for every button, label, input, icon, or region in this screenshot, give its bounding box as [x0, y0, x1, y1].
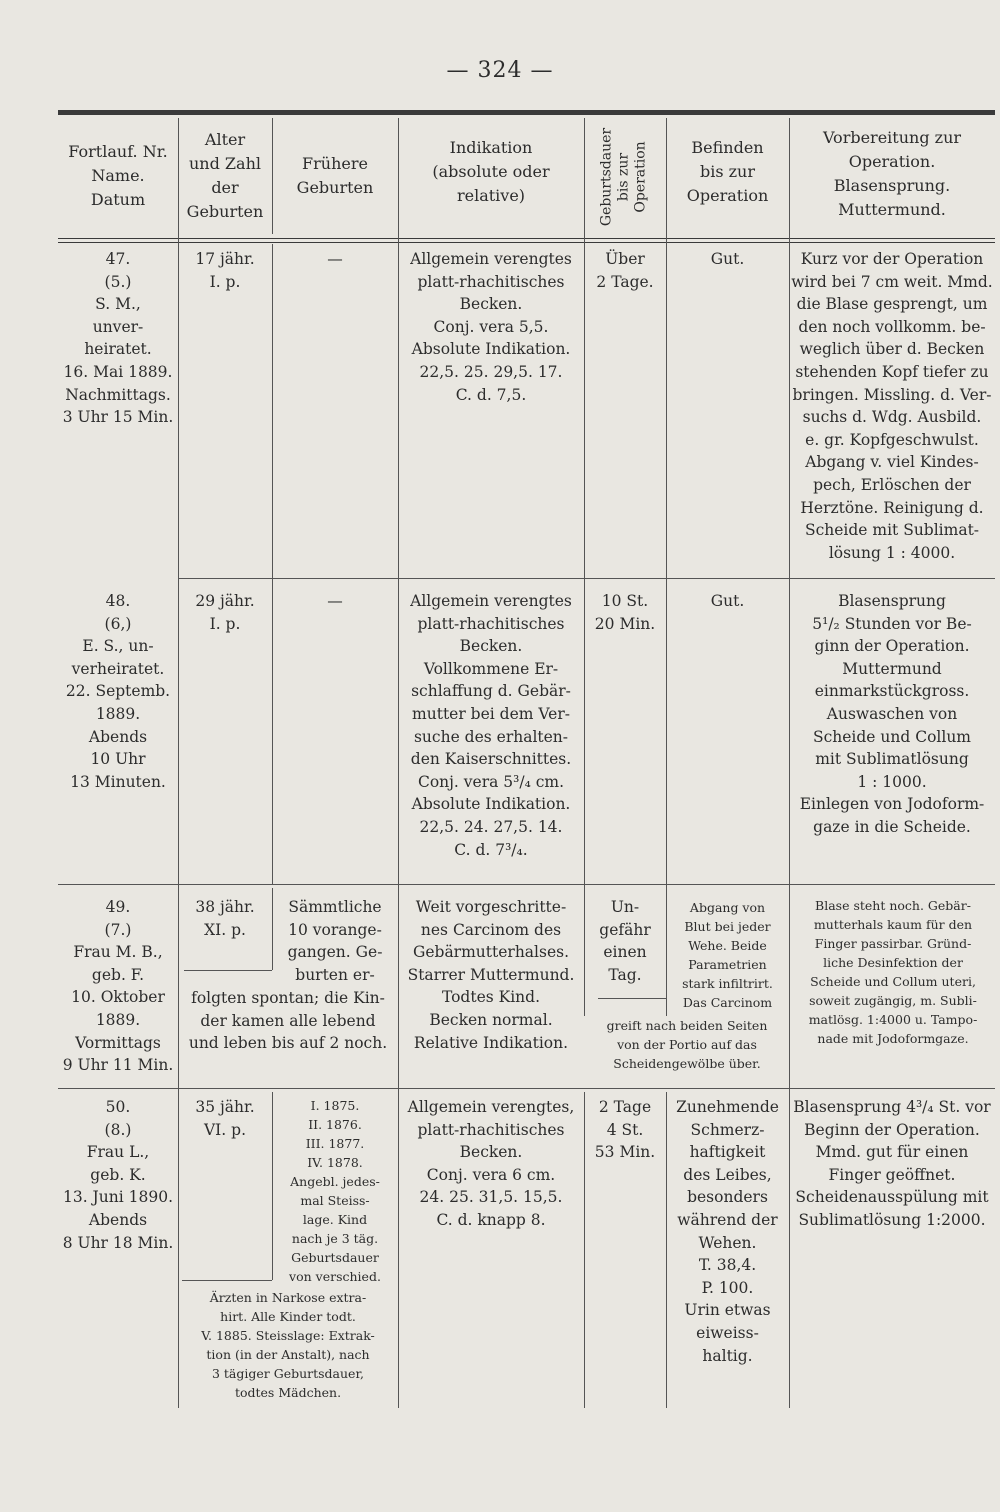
- row49-befinden-span: greift nach beiden Seiten von der Portio auf das Scheidengewölbe über.: [606, 1018, 768, 1071]
- header-fruehere-geburten: Frühere Geburten: [296, 154, 374, 197]
- row47-frueher: —: [327, 250, 343, 268]
- header-geburtsdauer-text: Geburtsdauer bis zur Operation: [598, 127, 649, 227]
- row-separator: [178, 578, 398, 579]
- row48-dauer: 10 St. 20 Min.: [594, 592, 656, 633]
- table-top-rule: [58, 110, 995, 115]
- row50-vorbereitung: Blasensprung 4³/₄ St. vor Beginn der Operation. Mmd. gut für einen Finger geöffnet. Scheidenausspülung mit Sublimatlösung 1:2000.: [793, 1098, 991, 1229]
- row50-dauer: 2 Tage 4 St. 53 Min.: [594, 1098, 656, 1162]
- cell-subrule: [184, 970, 272, 971]
- row48-nr: 48. (6,) E. S., un- verheiratet. 22. Septemb. 1889. Abends 10 Uhr 13 Minuten.: [65, 592, 171, 791]
- row47-vorbereitung: Kurz vor der Operation wird bei 7 cm weit. Mmd. die Blase gesprengt, um den noch vollkomm. be- weglich über d. Becken stehenden Kopf tiefer zu bringen. Missling. d. Ver- suchs d. Wdg. Ausbild. e. gr. Kopfgeschwulst. Abgang v. viel Kindes- pech, Erlöschen der Herztöne. Reinigung d. Scheide mit Sublimat- lösung 1 : 4000.: [791, 250, 993, 562]
- row49-dauer: Un- gefähr einen Tag.: [599, 898, 651, 984]
- row48-alter: 29 jähr. I. p.: [195, 592, 255, 633]
- row49-frueher-top: Sämmtliche 10 vorange- gangen. Ge- burten er-: [287, 898, 383, 984]
- header-bottom-rule: [58, 238, 995, 239]
- row47-nr: 47. (5.) S. M., unver- heiratet. 16. Mai 1889. Nachmittags. 3 Uhr 15 Min.: [62, 250, 174, 427]
- page-number: — 324 —: [446, 58, 554, 83]
- row-separator: [58, 1088, 995, 1089]
- row49-vorbereitung: Blase steht noch. Gebär- mutterhals kaum für den Finger passirbar. Gründ- liche Desinfektion der Scheide und Collum uteri, soweit zugängig, m. Subli- matlösg. 1:4000 u. Tampo- nade mit Jodoformgaze.: [808, 898, 978, 1046]
- column-divider: [178, 118, 179, 1408]
- header-fortlauf-nr: Fortlauf. Nr. Name. Datum: [68, 142, 168, 209]
- row-separator: [398, 578, 584, 579]
- row49-nr: 49. (7.) Frau M. B., geb. F. 10. Oktober 1889. Vormittags 9 Uhr 11 Min.: [62, 898, 174, 1075]
- column-divider: [272, 244, 273, 884]
- cell-subrule: [598, 998, 666, 999]
- cell-subrule: [182, 1280, 272, 1281]
- row49-frueher-span: folgten spontan; die Kin- der kamen alle lebend und leben bis auf 2 noch.: [188, 989, 388, 1053]
- row48-indikation: Allgemein verengtes platt-rhachitisches Becken. Vollkommene Er- schlaffung d. Gebär- mutter bei dem Ver- suche des erhalten- den Kaiserschnittes. Conj. vera 5³/₄ cm. Absolute Indikation. 22,5. 24. 27,5. 14. C. d. 7³/₄.: [410, 592, 572, 859]
- row48-frueher: —: [327, 592, 343, 610]
- row-separator: [584, 578, 995, 579]
- row48-vorbereitung: Blasensprung 5¹/₂ Stunden vor Be- ginn der Operation. Muttermund einmarkstückgross. Auswaschen von Scheide und Collum mit Sublimatlösung 1 : 1000. Einlegen von Jodoform- gaze in die Scheide.: [799, 592, 985, 836]
- row47-befinden: Gut.: [710, 250, 745, 268]
- row49-alter: 38 jähr. XI. p.: [195, 898, 255, 939]
- row47-alter: 17 jähr. I. p.: [195, 250, 255, 291]
- row47-indikation: Allgemein verengtes platt-rhachitisches Becken. Conj. vera 5,5. Absolute Indikation. 22,5. 25. 29,5. 17. C. d. 7,5.: [410, 250, 572, 404]
- header-indikation: Indikation (absolute oder relative): [432, 138, 550, 205]
- row50-indikation: Allgemein verengtes, platt-rhachitisches Becken. Conj. vera 6 cm. 24. 25. 31,5. 15,5. C. d. knapp 8.: [407, 1098, 575, 1229]
- row48-befinden: Gut.: [710, 592, 745, 610]
- row49-befinden-top: Abgang von Blut bei jeder Wehe. Beide Parametrien stark infiltrirt. Das Carcinom: [682, 900, 773, 1010]
- header-befinden: Befinden bis zur Operation: [686, 138, 769, 205]
- row50-alter: 35 jähr. VI. p.: [195, 1098, 255, 1139]
- row50-befinden: Zunehmende Schmerz- haftigkeit des Leibes, besonders während der Wehen. T. 38,4. P. 100. Urin etwas eiweiss- haltig.: [676, 1098, 779, 1365]
- row50-frueher-span: Ärzten in Narkose extra- hirt. Alle Kinder todt. V. 1885. Steisslage: Extrak- tion (in der Anstalt), nach 3 tägiger Geburtsdauer, todtes Mädchen.: [201, 1290, 375, 1400]
- row47-dauer: Über 2 Tage.: [596, 250, 654, 291]
- row50-nr: 50. (8.) Frau L., geb. K. 13. Juni 1890. Abends 8 Uhr 18 Min.: [62, 1098, 174, 1252]
- header-geburtsdauer: [584, 118, 664, 236]
- header-bottom-rule-double: [58, 242, 995, 243]
- row50-frueher-top: I. 1875. II. 1876. III. 1877. IV. 1878. Angebl. jedes- mal Steiss- lage. Kind nach je 3 täg. Geburtsdauer von verschied.: [289, 1098, 381, 1284]
- header-vorbereitung: Vorbereitung zur Operation. Blasensprung. Muttermund.: [822, 128, 962, 219]
- row49-indikation: Weit vorgeschritte- nes Carcinom des Gebärmutterhalses. Starrer Muttermund. Todtes Kind. Becken normal. Relative Indikation.: [407, 898, 575, 1052]
- row-separator: [58, 884, 995, 885]
- header-alter: Alter und Zahl der Geburten: [186, 130, 264, 221]
